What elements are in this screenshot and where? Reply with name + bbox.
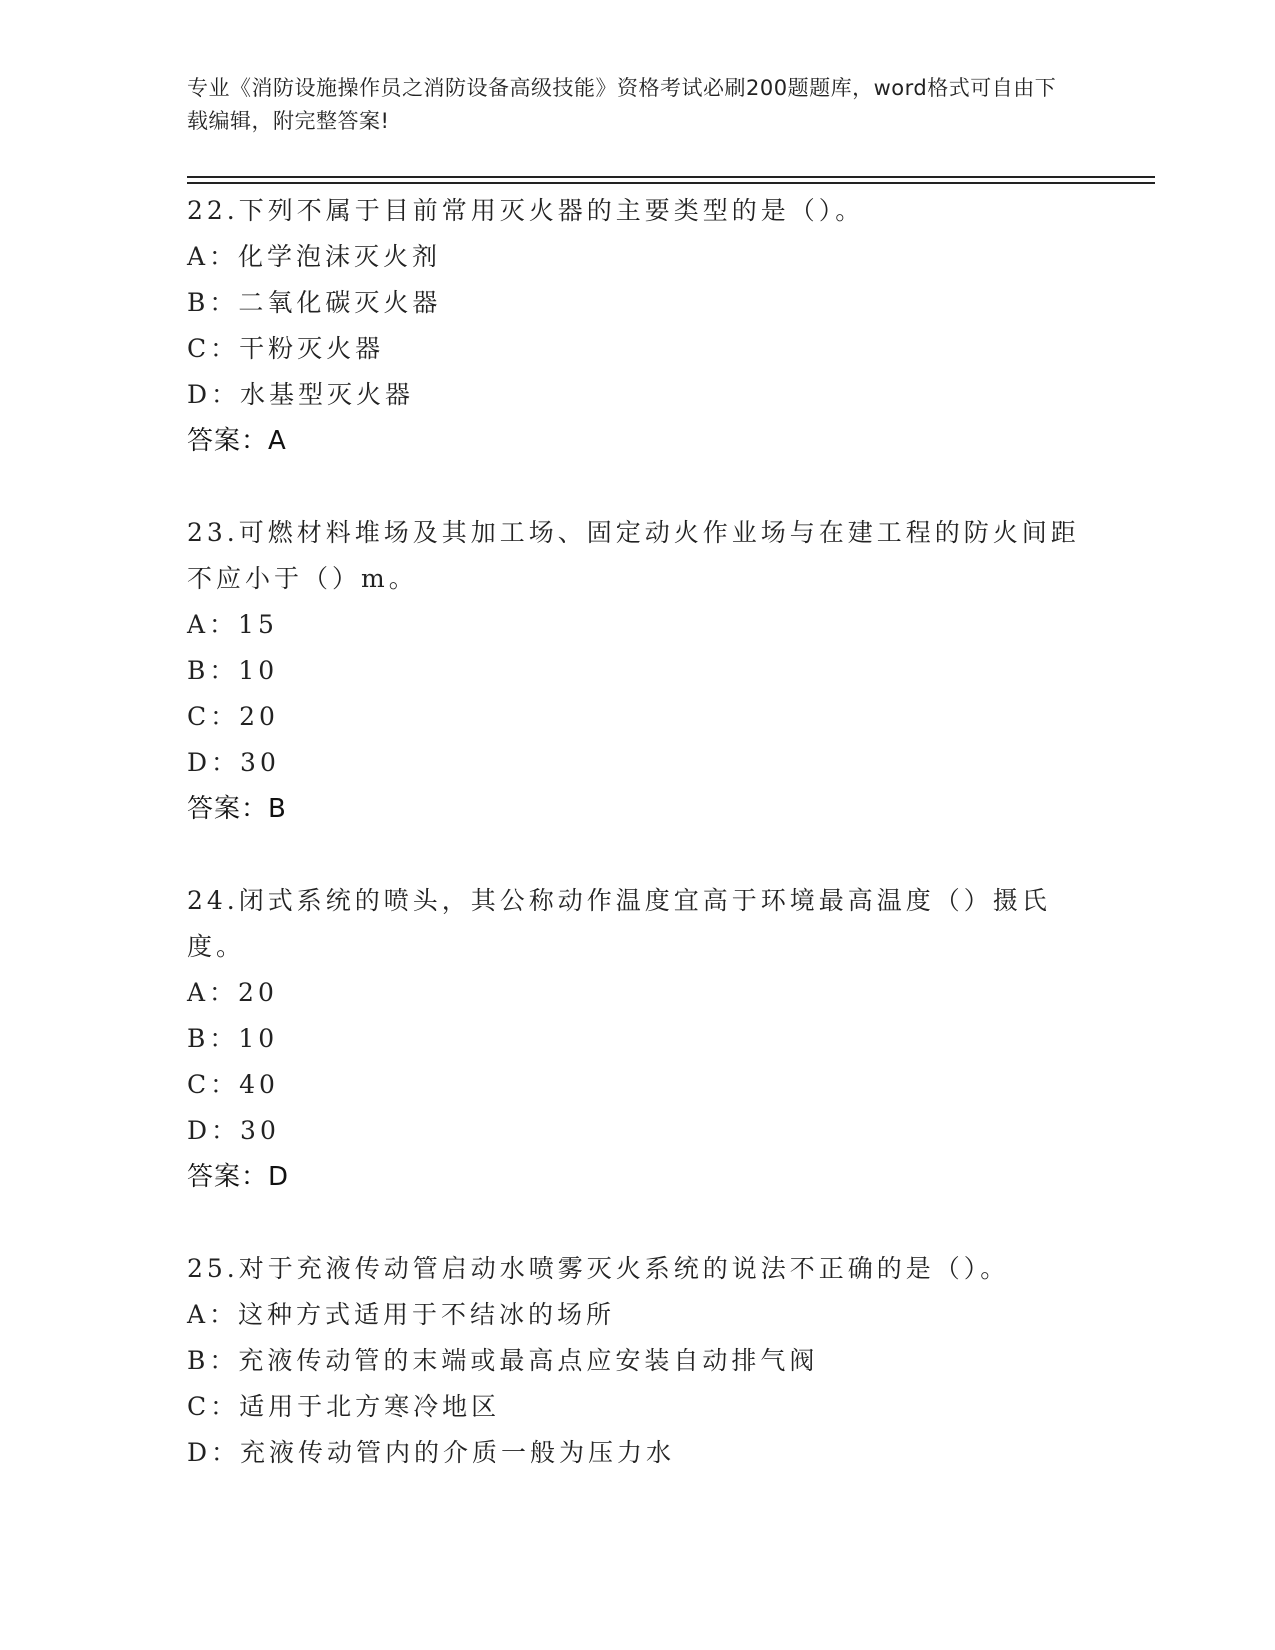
- question-23: [187, 510, 1087, 832]
- question-24: [187, 878, 1087, 1200]
- question-22: [187, 188, 1087, 464]
- question-stem: 24.闭式系统的喷头，其公称动作温度宜高于环境最高温度（）摄氏度。: [187, 886, 1051, 961]
- option-b: B：二氧化碳灭火器: [187, 288, 442, 317]
- option-b: B：10: [187, 656, 279, 685]
- option-d: D：30: [187, 1116, 280, 1145]
- option-a: A：这种方式适用于不结冰的场所: [187, 1300, 616, 1329]
- option-c: C：干粉灭火器: [187, 334, 385, 363]
- answer: 答案：A: [187, 426, 287, 456]
- header-rule-bottom: [187, 182, 1155, 184]
- question-stem: 25.对于充液传动管启动水喷雾灭火系统的说法不正确的是（）。: [187, 1254, 1010, 1283]
- option-c: C：适用于北方寒冷地区: [187, 1392, 501, 1421]
- question-stem: 22.下列不属于目前常用灭火器的主要类型的是（）。: [187, 196, 865, 225]
- answer: 答案：B: [187, 794, 287, 824]
- document-header: 专业《消防设施操作员之消防设备高级技能》资格考试必刷200题题库，word格式可自由下载编辑，附完整答案!: [187, 76, 1057, 133]
- option-a: A：20: [187, 978, 278, 1007]
- header-rule-top: [187, 176, 1155, 178]
- option-d: D：水基型灭火器: [187, 380, 415, 409]
- question-list: [187, 188, 1087, 1522]
- answer: 答案：D: [187, 1162, 290, 1192]
- option-b: B：10: [187, 1024, 279, 1053]
- option-c: C：20: [187, 702, 279, 731]
- option-a: A：化学泡沫灭火剂: [187, 242, 442, 271]
- option-a: A：15: [187, 610, 278, 639]
- option-c: C：40: [187, 1070, 279, 1099]
- question-stem: 23.可燃材料堆场及其加工场、固定动火作业场与在建工程的防火间距不应小于（）m。: [187, 518, 1080, 593]
- option-b: B：充液传动管的末端或最高点应安装自动排气阀: [187, 1346, 819, 1375]
- option-d: D：30: [187, 748, 280, 777]
- option-d: D：充液传动管内的介质一般为压力水: [187, 1438, 676, 1467]
- question-25: [187, 1246, 1087, 1476]
